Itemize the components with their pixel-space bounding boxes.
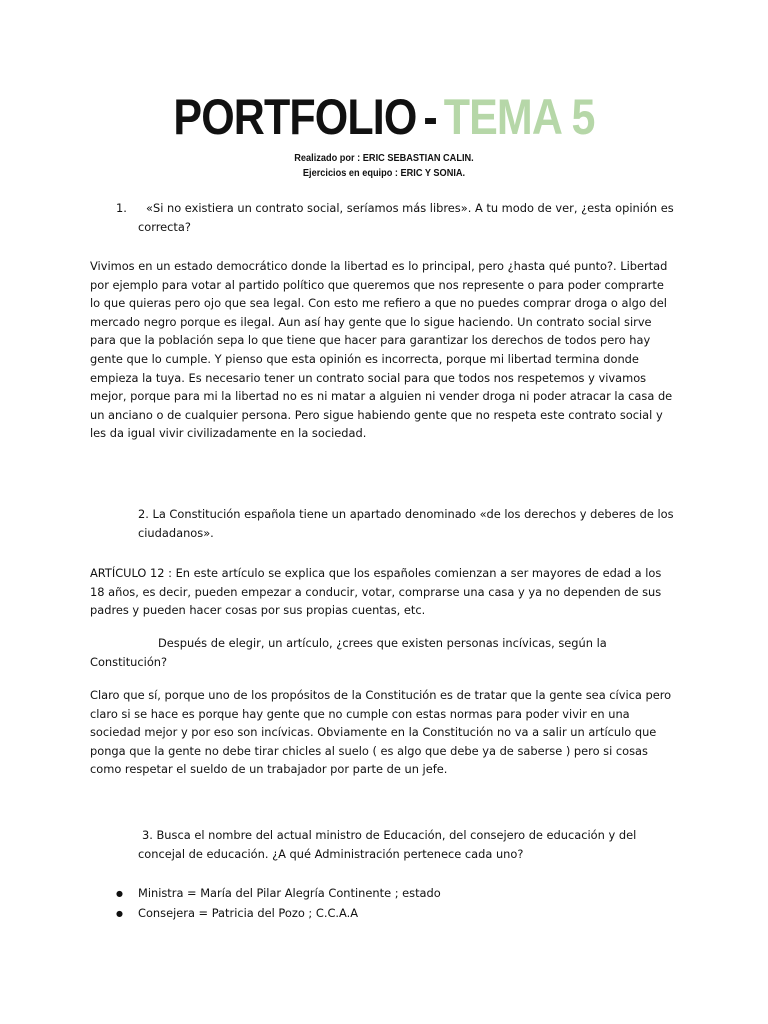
list-item: ● Ministra = María del Pilar Alegría Continente ; estado <box>116 884 676 904</box>
question-1-text: «Si no existiera un contrato social, seríamos más libres». A tu modo de ver, ¿esta opinión es correcta? <box>138 201 674 234</box>
question-2: 2. La Constitución española tiene un apartado denominado «de los derechos y deberes de los ciudadanos». <box>138 507 674 540</box>
question-2-sub: Después de elegir, un artículo, ¿crees que existen personas incívicas, según la Constitución? <box>90 636 607 669</box>
author-line: Realizado por : ERIC SEBASTIAN CALIN. <box>294 153 474 164</box>
answer-3-list <box>116 884 676 923</box>
page-title <box>54 88 714 146</box>
question-3: 3. Busca el nombre del actual ministro de Educación, del consejero de educación y del concejal de educación. ¿A qué Administración pertenece cada uno? <box>138 828 637 861</box>
article-12: ARTÍCULO 12 : En este artículo se explica que los españoles comienzan a ser mayores de edad a los 18 años, es decir, pueden empezar a conducir, votar, comprarse una casa y ya no dependen de sus padres y pueden hacer cosas por sus propias cuentas, etc. <box>90 566 662 618</box>
answer-1: Vivimos en un estado democrático donde la libertad es lo principal, pero ¿hasta qué punto?. Libertad por ejemplo para votar al partido político que queremos que nos represente o para poder comprarte lo que quieras pero ojo que sea legal. Con esto me refiero a que no puedes comprar droga o algo del mercado negro porque es ilegal. Aun así hay gente que lo sigue haciendo. Un contrato social sirve para que la población sepa lo que tiene que hacer para garantizar los derechos de todos pero hay gente que lo cumple. Y pienso que esta opinión es incorrecta, porque mi libertad termina donde empieza la tuya. Es necesario tener un contrato social para que todos nos respetemos y vivamos mejor, porque para mi la libertad no es ni matar a alguien ni vender droga ni poder atracar la casa de un anciano o de cualquier persona. Pero sigue habiendo gente que no respeta este contrato social y les da igual vivir civilizadamente en la sociedad. <box>90 259 673 441</box>
question-1 <box>116 199 676 236</box>
question-1-number: 1. <box>116 201 127 215</box>
list-item: ● Consejera = Patricia del Pozo ; C.C.A.A <box>116 904 676 924</box>
title-accent: TEMA 5 <box>443 89 595 145</box>
title-main: PORTFOLIO <box>173 89 417 145</box>
answer-2: Claro que sí, porque uno de los propósitos de la Constitución es de tratar que la gente sea cívica pero claro si se hace es porque hay gente que no cumple con estas normas para poder vivir en una sociedad mejor y por eso son incívicas. Obviamente en la Constitución no va a salir un artículo que ponga que la gente no debe tirar chicles al suelo ( es algo que debe ya de saberse ) pero si cosas como respetar el sueldo de un trabajador por parte de un jefe. <box>90 688 672 777</box>
team-line: Ejercicios en equipo : ERIC Y SONIA. <box>302 168 466 179</box>
title-separator: - <box>423 89 437 145</box>
